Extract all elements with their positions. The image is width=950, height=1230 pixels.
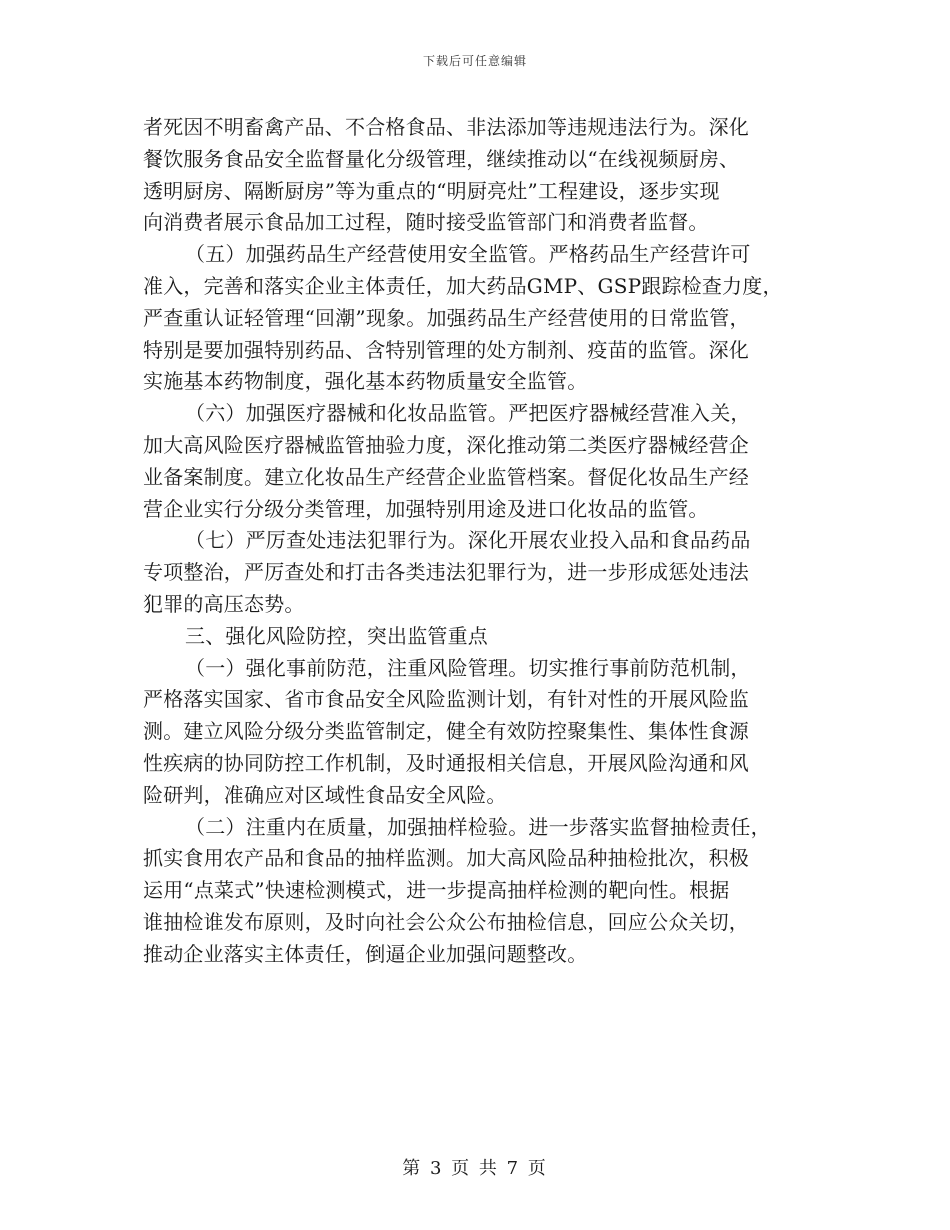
text-line: 险研判，准确应对区域性食品安全风险。 (143, 782, 507, 807)
text-line: 谁抽检谁发布原则，及时向社会公众公布抽检信息，回应公众关切， (143, 909, 749, 934)
paragraph-start-line: （六）加强医疗器械和化妆品监管。严把医疗器械经营准入关， (185, 401, 751, 426)
paragraph-start-line: （二）注重内在质量，加强抽样检验。进一步落实监督抽检责任， (185, 814, 771, 839)
text-line: 严查重认证轻管理“回潮”现象。加强药品生产经营使用的日常监管， (143, 305, 750, 330)
text-line: 测。建立风险分级分类监管制定，健全有效防控聚集性、集体性食源 (143, 719, 749, 744)
text-line: 专项整治，严厉查处和打击各类违法犯罪行为，进一步形成惩处违法 (143, 560, 749, 585)
text-line: 严格落实国家、省市食品安全风险监测计划，有针对性的开展风险监 (143, 687, 749, 712)
text-line: 运用“点菜式”快速检测模式，进一步提高抽样检测的靶向性。根据 (143, 878, 730, 903)
text-line: 推动企业落实主体责任，倒逼企业加强问题整改。 (143, 941, 588, 966)
text-line: 抓实食用农产品和食品的抽样监测。加大高风险品种抽检批次，积极 (143, 846, 749, 871)
section-heading: 三、强化风险防控，突出监管重点 (185, 623, 488, 648)
text-line: 准入，完善和落实企业主体责任，加大药品GMP、GSP跟踪检查力度， (143, 273, 783, 298)
text-line: 透明厨房、隔断厨房”等为重点的“明厨亮灶”工程建设，逐步实现 (143, 178, 720, 203)
paragraph-start-line: （七）严厉查处违法犯罪行为。深化开展农业投入品和食品药品 (185, 528, 751, 553)
text-line: 特别是要加强特别药品、含特别管理的处方制剂、疫苗的监管。深化 (143, 337, 749, 362)
text-line: 加大高风险医疗器械监管抽验力度，深化推动第二类医疗器械经营企 (143, 432, 749, 457)
document-body (143, 112, 818, 971)
text-line: 实施基本药物制度，强化基本药物质量安全监管。 (143, 369, 588, 394)
text-line: 向消费者展示食品加工过程，随时接受监管部门和消费者监督。 (143, 210, 709, 235)
text-line: 性疾病的协同防控工作机制，及时通报相关信息，开展风险沟通和风 (143, 750, 749, 775)
text-line: 者死因不明畜禽产品、不合格食品、非法添加等违规违法行为。深化 (143, 115, 749, 139)
text-line: 餐饮服务食品安全监督量化分级管理，继续推动以“在线视频厨房、 (143, 146, 740, 171)
paragraph-start-line: （五）加强药品生产经营使用安全监管。严格药品生产经营许可 (185, 242, 751, 267)
text-line: 业备案制度。建立化妆品生产经营企业监管档案。督促化妆品生产经 (143, 464, 749, 489)
page-number: 第 3 页 共 7 页 (402, 1158, 548, 1179)
header-note: 下载后可任意编辑 (422, 54, 527, 68)
text-line: 营企业实行分级分类管理，加强特别用途及进口化妆品的监管。 (143, 496, 709, 521)
text-line: 犯罪的高压态势。 (143, 591, 305, 616)
paragraph-start-line: （一）强化事前防范，注重风险管理。切实推行事前防范机制， (185, 655, 751, 680)
